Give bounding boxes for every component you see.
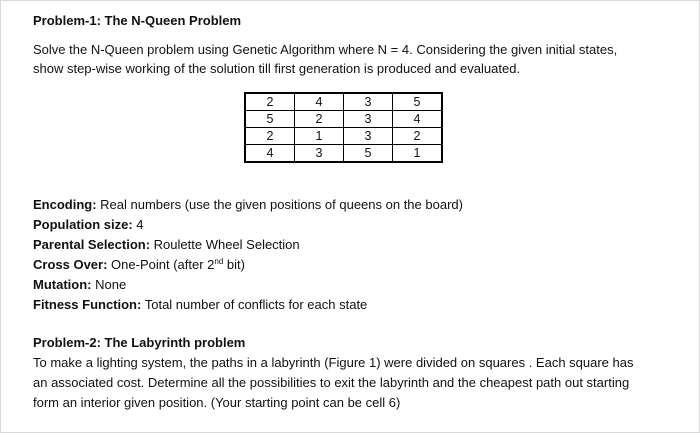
table-cell: 3 (344, 93, 393, 111)
mutation-line (33, 275, 126, 295)
table-row (245, 128, 442, 145)
table-cell: 4 (393, 111, 443, 128)
problem1-description-line1: Solve the N-Queen problem using Genetic Algorithm where N = 4. Considering the given initial states, (33, 42, 618, 57)
table-cell: 5 (393, 93, 443, 111)
problem2-line2: an associated cost. Determine all the possibilities to exit the labyrinth and the cheapest path out starting (33, 375, 630, 390)
population-line (33, 215, 144, 235)
table-cell: 3 (344, 111, 393, 128)
table-cell: 1 (393, 145, 443, 163)
table-cell: 2 (393, 128, 443, 145)
population-value: 4 (136, 217, 144, 232)
selection-value: Roulette Wheel Selection (153, 237, 300, 252)
encoding-label: Encoding: (33, 197, 97, 212)
table-row (245, 145, 442, 163)
problem2-line1: To make a lighting system, the paths in a labyrinth (Figure 1) were divided on squares . Each square has (33, 355, 634, 370)
crossover-value-sup: nd (214, 257, 224, 266)
initial-states-table (244, 92, 443, 163)
table-cell: 2 (245, 128, 295, 145)
problem2-title: Problem-2: The Labyrinth problem (33, 335, 246, 350)
table-cell: 5 (344, 145, 393, 163)
table-cell: 4 (295, 93, 344, 111)
table-cell: 4 (245, 145, 295, 163)
crossover-line (33, 255, 245, 275)
table-cell: 3 (344, 128, 393, 145)
problem1-title: Problem-1: The N-Queen Problem (33, 13, 242, 28)
table-cell: 1 (295, 128, 344, 145)
mutation-value: None (95, 277, 127, 292)
encoding-value: Real numbers (use the given positions of queens on the board) (100, 197, 463, 212)
crossover-value-post: bit) (223, 257, 245, 272)
table-cell: 3 (295, 145, 344, 163)
population-label: Population size: (33, 217, 133, 232)
table-row (245, 93, 442, 111)
fitness-value: Total number of conflicts for each state (144, 297, 368, 312)
selection-label: Parental Selection: (33, 237, 151, 252)
problem1-description-line2: show step-wise working of the solution till first generation is produced and evaluated. (33, 61, 521, 76)
table-row (245, 111, 442, 128)
problem2-line3: form an interior given position. (Your starting point can be cell 6) (33, 395, 401, 410)
table-cell: 2 (295, 111, 344, 128)
encoding-line (33, 195, 463, 215)
fitness-label: Fitness Function: (33, 297, 142, 312)
mutation-label: Mutation: (33, 277, 92, 292)
crossover-value-pre: One-Point (after 2 (111, 257, 215, 272)
crossover-label: Cross Over: (33, 257, 108, 272)
fitness-line (33, 295, 367, 315)
table-cell: 2 (245, 93, 295, 111)
table-cell: 5 (245, 111, 295, 128)
selection-line (33, 235, 300, 255)
